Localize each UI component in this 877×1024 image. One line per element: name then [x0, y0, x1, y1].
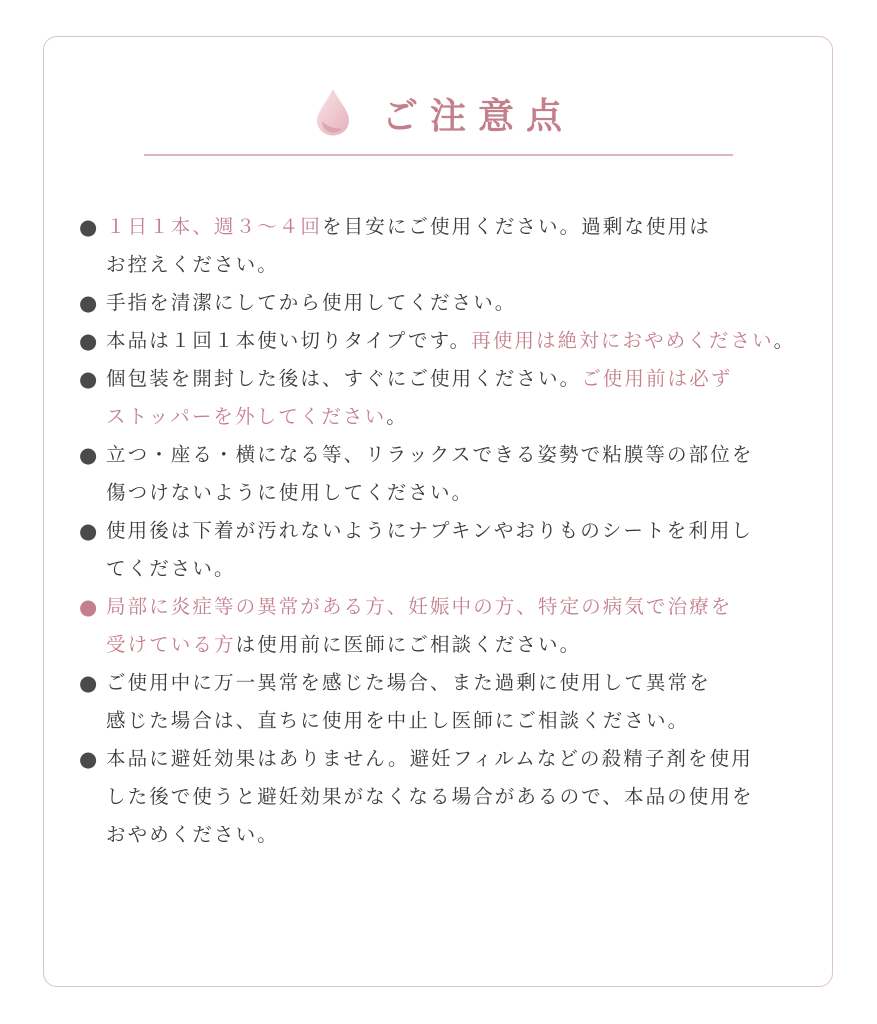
caution-card [43, 36, 833, 987]
caution-list [79, 208, 819, 854]
caution-text: 。 [773, 329, 796, 352]
caution-text: 本品に避妊効果はありません。避妊フィルムなどの殺精子剤を使用 [106, 747, 753, 770]
caution-text: 本品は１回１本使い切りタイプです。 [106, 329, 472, 352]
caution-item [79, 664, 819, 740]
caution-line [106, 474, 819, 512]
emphasis-text: 再使用は絶対におやめください [471, 329, 774, 352]
caution-item [79, 512, 819, 588]
caution-line [106, 512, 819, 550]
caution-text: 手指を清潔にしてから使用してください。 [106, 291, 517, 314]
caution-text: 傷つけないように使用してください。 [106, 481, 474, 504]
caution-item [79, 588, 819, 664]
caution-item [79, 436, 819, 512]
caution-text: した後で使うと避妊効果がなくなる場合があるので、本品の使用を [106, 785, 754, 808]
emphasis-text: ストッパーを外してください [106, 405, 387, 428]
caution-item [79, 322, 819, 360]
bullet-dot: ● [79, 367, 100, 391]
caution-line [106, 626, 819, 664]
bullet-dot: ● [79, 329, 100, 353]
caution-item [79, 284, 819, 322]
caution-line [106, 664, 819, 702]
caution-line [106, 360, 819, 398]
caution-item [79, 740, 819, 854]
caution-text: 感じた場合は、直ちに使用を中止し医師にご相談ください。 [106, 709, 690, 732]
caution-text: は使用前に医師にご相談ください。 [235, 633, 582, 656]
bullet-dot: ● [79, 671, 100, 695]
caution-text: を目安にご使用ください。過剰な使用は [322, 215, 711, 238]
emphasis-text: 受けている方 [106, 633, 236, 656]
caution-text: 。 [386, 405, 408, 428]
caution-text: 個包装を開封した後は、すぐにご使用ください。 [106, 367, 582, 390]
card-header [44, 87, 832, 139]
caution-text: おやめください。 [106, 823, 279, 846]
bullet-dot: ● [79, 747, 100, 771]
emphasis-text: 局部に炎症等の異常がある方、妊娠中の方、特定の病気で治療を [106, 595, 733, 618]
caution-item [79, 208, 819, 284]
caution-line [106, 436, 819, 474]
caution-text: てください。 [106, 557, 236, 580]
caution-text: お控えください。 [106, 253, 279, 276]
bullet-dot: ● [79, 291, 100, 315]
bullet-dot: ● [79, 443, 100, 467]
caution-text: 使用後は下着が汚れないようにナプキンやおりものシートを利用し [106, 519, 754, 542]
caution-text: 立つ・座る・横になる等、リラックスできる姿勢で粘膜等の部位を [106, 443, 754, 466]
bullet-dot: ● [79, 519, 100, 543]
page-title: ご注意点 [381, 95, 574, 137]
water-drop-icon [314, 87, 352, 137]
emphasis-text: １日１本、週３～４回 [106, 215, 323, 238]
caution-line [106, 588, 819, 626]
caution-line [106, 284, 819, 322]
caution-item [79, 360, 819, 436]
title-divider [144, 154, 733, 156]
caution-line [106, 322, 819, 360]
caution-line [106, 208, 819, 246]
caution-line [106, 246, 819, 284]
caution-line [106, 398, 819, 436]
emphasis-text: ご使用前は必ず [581, 367, 733, 390]
caution-line [106, 702, 819, 740]
caution-text: ご使用中に万一異常を感じた場合、また過剰に使用して異常を [106, 671, 711, 694]
caution-line [106, 778, 819, 816]
bullet-dot: ● [79, 595, 100, 619]
caution-line [106, 550, 819, 588]
bullet-dot: ● [79, 215, 100, 239]
caution-line [106, 740, 819, 778]
caution-line [106, 816, 819, 854]
